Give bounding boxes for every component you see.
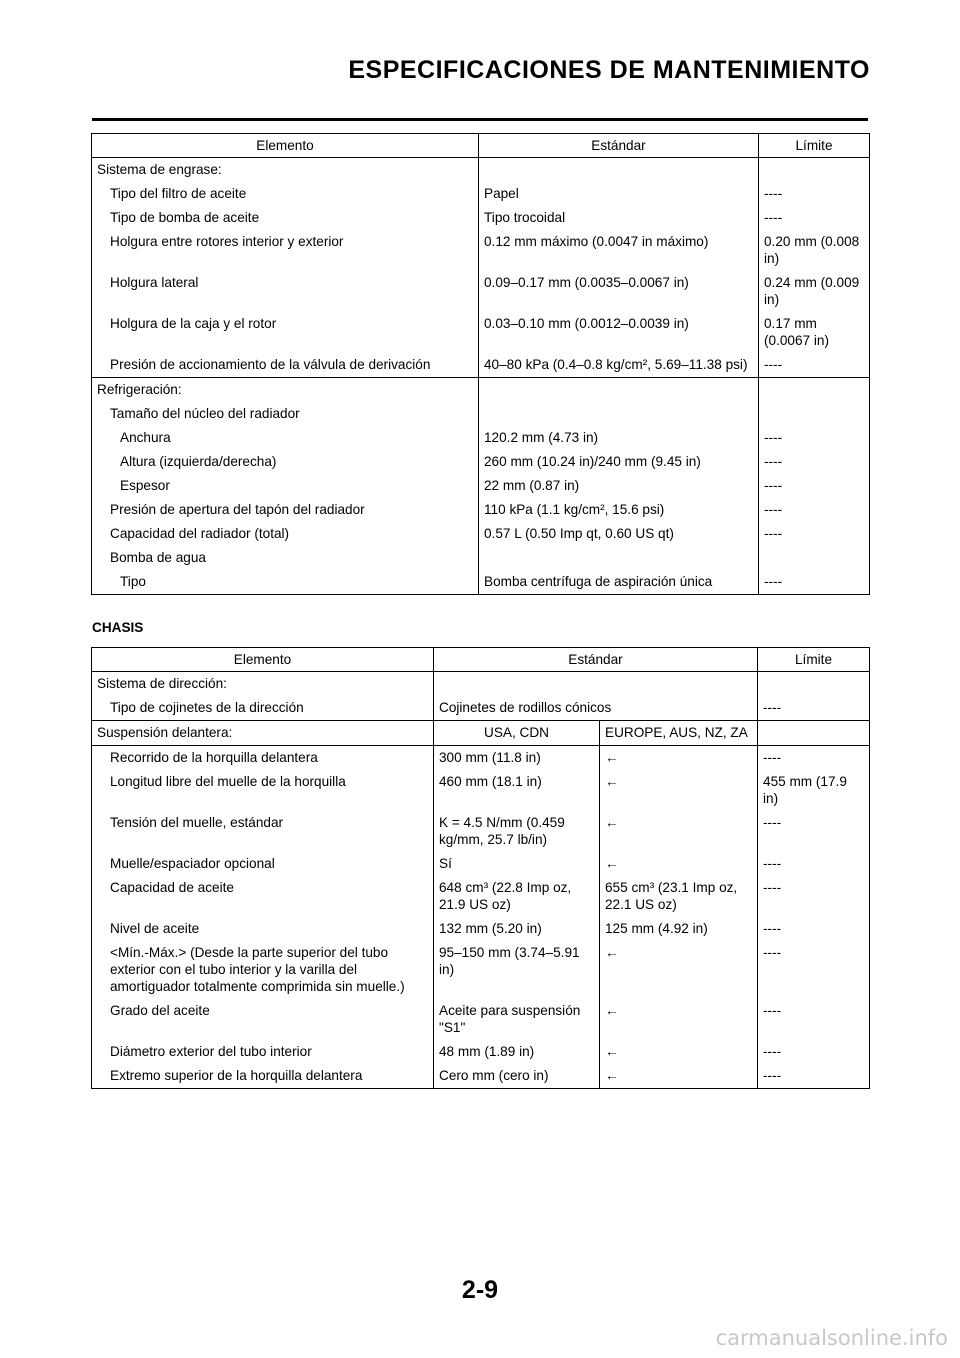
header-estandar: Estándar	[479, 134, 759, 158]
table-row	[92, 770, 870, 811]
table-header-row	[92, 134, 870, 158]
row-limit	[759, 402, 870, 426]
table-row	[92, 917, 870, 941]
region-europe: EUROPE, AUS, NZ, ZA	[600, 721, 758, 746]
row-standard-europe: ←	[600, 999, 758, 1040]
row-limit: ----	[759, 426, 870, 450]
group-steering: Sistema de dirección:	[92, 672, 434, 697]
row-standard-usa-cdn: 460 mm (18.1 in)	[434, 770, 600, 811]
table-row	[92, 426, 870, 450]
row-standard-usa-cdn: Aceite para suspensión "S1"	[434, 999, 600, 1040]
row-standard-usa-cdn: 648 cm³ (22.8 Imp oz, 21.9 US oz)	[434, 876, 600, 917]
row-element: Espesor	[92, 474, 479, 498]
chassis-spec-table	[91, 647, 870, 1089]
row-element: Diámetro exterior del tubo interior	[92, 1040, 434, 1064]
table-row	[92, 271, 870, 312]
row-standard-usa-cdn: 48 mm (1.89 in)	[434, 1040, 600, 1064]
page-title: ESPECIFICACIONES DE MANTENIMIENTO	[348, 56, 870, 84]
row-standard: Tipo trocoidal	[479, 206, 759, 230]
table-row	[92, 696, 870, 721]
row-limit: ----	[758, 852, 870, 876]
table-row	[92, 746, 870, 771]
table-row	[92, 999, 870, 1040]
header-estandar: Estándar	[434, 648, 758, 672]
table-row	[92, 570, 870, 595]
row-standard: 0.03–0.10 mm (0.0012–0.0039 in)	[479, 312, 759, 353]
row-limit: ----	[759, 474, 870, 498]
table-row	[92, 546, 870, 570]
row-element: Altura (izquierda/derecha)	[92, 450, 479, 474]
row-standard-europe: ←	[600, 1040, 758, 1064]
region-usa-cdn: USA, CDN	[434, 721, 600, 746]
row-standard-usa-cdn: Sí	[434, 852, 600, 876]
row-standard	[479, 378, 759, 403]
row-element: Holgura de la caja y el rotor	[92, 312, 479, 353]
table-row	[92, 206, 870, 230]
row-element: Recorrido de la horquilla delantera	[92, 746, 434, 771]
row-limit	[759, 546, 870, 570]
row-standard-usa-cdn: Cero mm (cero in)	[434, 1064, 600, 1089]
table-row	[92, 402, 870, 426]
header-elemento: Elemento	[92, 648, 434, 672]
row-limit: 0.17 mm (0.0067 in)	[759, 312, 870, 353]
row-standard: Cojinetes de rodillos cónicos	[434, 696, 758, 721]
table-row	[92, 158, 870, 183]
table-row	[92, 230, 870, 271]
header-elemento: Elemento	[92, 134, 479, 158]
row-standard	[479, 402, 759, 426]
table-row	[92, 522, 870, 546]
table-row	[92, 353, 870, 378]
row-limit: ----	[759, 206, 870, 230]
row-standard-europe: 655 cm³ (23.1 Imp oz, 22.1 US oz)	[600, 876, 758, 917]
row-element: Tipo	[92, 570, 479, 595]
row-element: Bomba de agua	[92, 546, 479, 570]
row-standard-europe: ←	[600, 746, 758, 771]
row-element: Presión de apertura del tapón del radiador	[92, 498, 479, 522]
row-standard: 0.09–0.17 mm (0.0035–0.0067 in)	[479, 271, 759, 312]
row-limit: ----	[759, 182, 870, 206]
row-element: Longitud libre del muelle de la horquilla	[92, 770, 434, 811]
row-element: Grado del aceite	[92, 999, 434, 1040]
table-header-row	[92, 648, 870, 672]
row-element: Holgura lateral	[92, 271, 479, 312]
table-row	[92, 672, 870, 697]
row-element: Tamaño del núcleo del radiador	[92, 402, 479, 426]
row-standard	[479, 158, 759, 183]
row-standard: 0.12 mm máximo (0.0047 in máximo)	[479, 230, 759, 271]
row-limit: ----	[758, 811, 870, 852]
row-element: Tipo de cojinetes de la dirección	[92, 696, 434, 721]
row-limit: ----	[758, 999, 870, 1040]
row-standard-usa-cdn: 300 mm (11.8 in)	[434, 746, 600, 771]
row-element: Muelle/espaciador opcional	[92, 852, 434, 876]
table-row	[92, 1040, 870, 1064]
section-label-chasis: CHASIS	[92, 620, 144, 635]
header-limite: Límite	[758, 648, 870, 672]
row-standard: Papel	[479, 182, 759, 206]
table-row	[92, 474, 870, 498]
row-element: Sistema de engrase:	[92, 158, 479, 183]
row-element: Nivel de aceite	[92, 917, 434, 941]
row-standard-usa-cdn: 95–150 mm (3.74–5.91 in)	[434, 941, 600, 999]
table-row	[92, 1064, 870, 1089]
row-element: Presión de accionamiento de la válvula de derivación	[92, 353, 479, 378]
row-limit	[759, 158, 870, 183]
row-limit: ----	[758, 696, 870, 721]
row-limit	[759, 378, 870, 403]
row-limit: ----	[758, 876, 870, 917]
row-standard-europe: ←	[600, 811, 758, 852]
watermark: carmanualsonline.info	[715, 1326, 948, 1350]
page-number: 2-9	[461, 1276, 499, 1304]
row-limit: ----	[759, 353, 870, 378]
table-row	[92, 378, 870, 403]
row-standard-europe: ←	[600, 1064, 758, 1089]
row-standard: 0.57 L (0.50 Imp qt, 0.60 US qt)	[479, 522, 759, 546]
row-element: Capacidad del radiador (total)	[92, 522, 479, 546]
row-standard: 40–80 kPa (0.4–0.8 kg/cm², 5.69–11.38 psi)	[479, 353, 759, 378]
row-standard: Bomba centrífuga de aspiración única	[479, 570, 759, 595]
row-element: Tipo de bomba de aceite	[92, 206, 479, 230]
row-standard	[479, 546, 759, 570]
row-standard-usa-cdn: K = 4.5 N/mm (0.459 kg/mm, 25.7 lb/in)	[434, 811, 600, 852]
row-limit: ----	[759, 522, 870, 546]
row-element: Capacidad de aceite	[92, 876, 434, 917]
row-limit: ----	[759, 498, 870, 522]
row-limit: ----	[758, 1040, 870, 1064]
table-row	[92, 941, 870, 999]
row-element: <Mín.-Máx.> (Desde la parte superior del tubo exterior con el tubo interior y la varilla del amortiguador totalmente comprimida sin muelle.)	[92, 941, 434, 999]
row-limit: ----	[759, 450, 870, 474]
row-standard: 110 kPa (1.1 kg/cm², 15.6 psi)	[479, 498, 759, 522]
row-standard: 260 mm (10.24 in)/240 mm (9.45 in)	[479, 450, 759, 474]
table-row	[92, 450, 870, 474]
table-row	[92, 312, 870, 353]
row-standard-usa-cdn: 132 mm (5.20 in)	[434, 917, 600, 941]
table-row	[92, 811, 870, 852]
row-standard-europe: ←	[600, 941, 758, 999]
row-standard-europe: ←	[600, 770, 758, 811]
row-limit: ----	[758, 917, 870, 941]
row-limit: 0.24 mm (0.009 in)	[759, 271, 870, 312]
row-limit: ----	[759, 570, 870, 595]
row-element: Refrigeración:	[92, 378, 479, 403]
table-row	[92, 852, 870, 876]
group-suspension: Suspensión delantera:	[92, 721, 434, 746]
row-standard-europe: ←	[600, 852, 758, 876]
row-element: Anchura	[92, 426, 479, 450]
table-row	[92, 721, 870, 746]
table-row	[92, 182, 870, 206]
row-element: Tensión del muelle, estándar	[92, 811, 434, 852]
row-limit: ----	[758, 746, 870, 771]
row-standard: 120.2 mm (4.73 in)	[479, 426, 759, 450]
table-row	[92, 876, 870, 917]
row-element: Tipo del filtro de aceite	[92, 182, 479, 206]
row-standard-europe: 125 mm (4.92 in)	[600, 917, 758, 941]
row-element: Extremo superior de la horquilla delantera	[92, 1064, 434, 1089]
row-limit: 455 mm (17.9 in)	[758, 770, 870, 811]
row-element: Holgura entre rotores interior y exterior	[92, 230, 479, 271]
row-limit: ----	[758, 941, 870, 999]
header-limite: Límite	[759, 134, 870, 158]
lubrication-cooling-spec-table	[91, 133, 870, 595]
title-rule	[92, 118, 868, 121]
table-row	[92, 498, 870, 522]
row-limit: ----	[758, 1064, 870, 1089]
row-standard: 22 mm (0.87 in)	[479, 474, 759, 498]
row-limit: 0.20 mm (0.008 in)	[759, 230, 870, 271]
